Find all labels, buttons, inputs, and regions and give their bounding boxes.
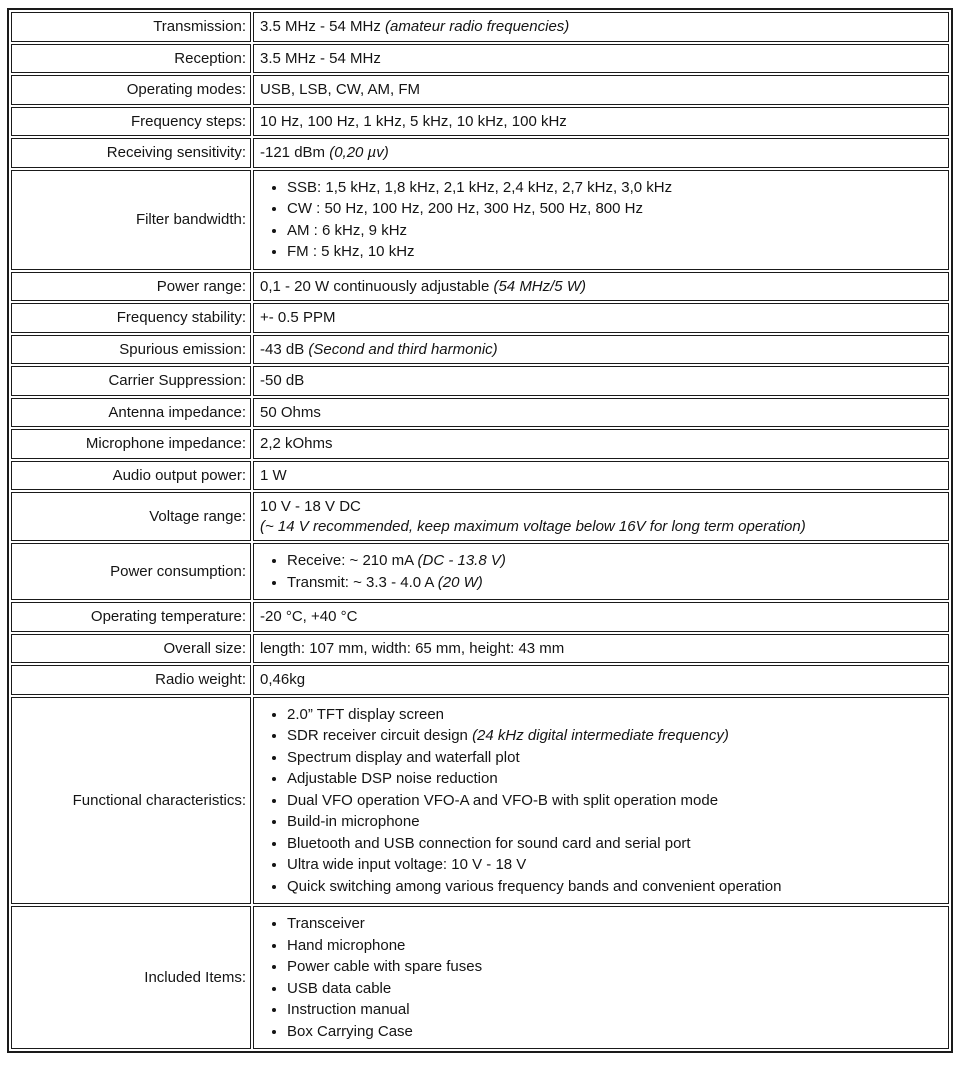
spec-row-value [253, 335, 949, 365]
spec-row-label: Included Items: [11, 906, 251, 1049]
bullet-item [287, 177, 940, 199]
spec-value-text: 2.0” TFT display screen [287, 705, 445, 723]
bullet-item [287, 978, 940, 1000]
spec-value-text: 0,1 - 20 W continuously adjustable [260, 277, 494, 295]
spec-value-text: Build-in microphone [287, 813, 420, 830]
bullet-item [287, 198, 940, 220]
spec-row-value [253, 272, 949, 302]
spec-value-text: Transceiver [287, 915, 365, 932]
spec-row-label: Functional characteristics: [11, 697, 251, 905]
spec-row-value [253, 461, 949, 491]
bullet-item [287, 811, 940, 833]
bullet-list [260, 704, 940, 898]
bullet-item [287, 572, 940, 594]
spec-value-text: Spectrum display and waterfall plot [287, 748, 520, 766]
bullet-item [287, 999, 940, 1021]
spec-value-text: Bluetooth and USB connection for sound card and serial port [287, 834, 691, 852]
spec-value-text: -43 dB [260, 340, 309, 358]
spec-row-label: Overall size: [11, 634, 251, 664]
spec-row-value [253, 398, 949, 428]
spec-value-text: SDR receiver circuit design [287, 727, 473, 744]
spec-row-value [253, 429, 949, 459]
spec-row-label: Operating temperature: [11, 602, 251, 632]
spec-row-label: Voltage range: [11, 492, 251, 541]
spec-value-text: +- 0.5 PPM [260, 309, 336, 326]
spec-value-text-italic: (DC - 13.8 V) [417, 552, 506, 569]
spec-value-text: FM : 5 kHz, 10 kHz [287, 243, 415, 260]
spec-row [11, 665, 949, 695]
bullet-item [287, 704, 940, 726]
spec-row [11, 398, 949, 428]
bullet-item [287, 241, 940, 263]
spec-row-value [253, 543, 949, 600]
spec-row-label: Filter bandwidth: [11, 170, 251, 270]
spec-value-text-italic: (~ 14 V recommended, keep maximum voltage below 16V for long term operation) [260, 517, 806, 535]
spec-row-value [253, 138, 949, 168]
spec-row-value [253, 75, 949, 105]
spec-row-label: Transmission: [11, 12, 251, 42]
spec-row-value [253, 634, 949, 664]
spec-row [11, 335, 949, 365]
spec-value-text: Dual VFO operation VFO-A and VFO-B with split operation mode [287, 791, 719, 809]
spec-row-value [253, 906, 949, 1049]
bullet-list [260, 913, 940, 1042]
spec-value-text: 2,2 kOhms [260, 435, 333, 452]
bullet-item [287, 854, 940, 876]
spec-row-value [253, 697, 949, 905]
spec-value-text: Power cable with spare fuses [287, 958, 483, 975]
bullet-item [287, 790, 940, 812]
spec-row-value [253, 492, 949, 541]
spec-value-text: Receive: ~ 210 mA [287, 552, 418, 569]
spec-row [11, 12, 949, 42]
spec-value-text: 10 Hz, 100 Hz, 1 kHz, 5 kHz, 10 kHz, 100 kHz [260, 112, 567, 130]
bullet-item [287, 1021, 940, 1043]
spec-row-label: Carrier Suppression: [11, 366, 251, 396]
spec-value-text: Instruction manual [287, 1001, 410, 1018]
spec-table-body [11, 12, 949, 1049]
spec-row-value [253, 170, 949, 270]
value-line [260, 497, 940, 517]
spec-row-value [253, 665, 949, 695]
spec-value-text: 1 W [260, 466, 287, 484]
spec-value-text: 10 V - 18 V DC [260, 498, 361, 515]
spec-row-value [253, 602, 949, 632]
bullet-item [287, 956, 940, 978]
spec-row-value [253, 44, 949, 74]
spec-value-text: Ultra wide input voltage: 10 V - 18 V [287, 856, 527, 873]
spec-row-label: Antenna impedance: [11, 398, 251, 428]
spec-row [11, 303, 949, 333]
spec-row [11, 138, 949, 168]
bullet-list [260, 177, 940, 263]
bullet-item [287, 747, 940, 769]
spec-value-text: -50 dB [260, 372, 305, 389]
bullet-item [287, 220, 940, 242]
spec-value-text: USB, LSB, CW, AM, FM [260, 81, 421, 98]
spec-row-value [253, 12, 949, 42]
spec-value-text: length: 107 mm, width: 65 mm, height: 43 mm [260, 639, 565, 657]
spec-value-text-italic: (20 W) [437, 573, 483, 591]
spec-value-text: Hand microphone [287, 936, 406, 954]
spec-row-label: Receiving sensitivity: [11, 138, 251, 168]
spec-row-label: Spurious emission: [11, 335, 251, 365]
spec-row [11, 602, 949, 632]
spec-value-text: 50 Ohms [260, 403, 321, 421]
spec-row [11, 44, 949, 74]
spec-row [11, 461, 949, 491]
spec-value-text-italic: (amateur radio frequencies) [385, 18, 570, 35]
spec-value-text: -121 dBm [260, 144, 330, 161]
spec-row [11, 697, 949, 905]
spec-row [11, 366, 949, 396]
spec-row-label: Audio output power: [11, 461, 251, 491]
spec-value-text: 0,46kg [260, 671, 306, 688]
spec-row-label: Frequency stability: [11, 303, 251, 333]
spec-row [11, 492, 949, 541]
spec-row-label: Power range: [11, 272, 251, 302]
spec-value-text: 3.5 MHz - 54 MHz [260, 18, 386, 35]
bullet-item [287, 725, 940, 747]
spec-row [11, 170, 949, 270]
spec-row [11, 107, 949, 137]
spec-row-label: Microphone impedance: [11, 429, 251, 459]
spec-row [11, 543, 949, 600]
bullet-item [287, 833, 940, 855]
spec-value-text: 3.5 MHz - 54 MHz [260, 49, 381, 67]
spec-row-value [253, 107, 949, 137]
bullet-item [287, 550, 940, 572]
spec-value-text: SSB: 1,5 kHz, 1,8 kHz, 2,1 kHz, 2,4 kHz, 2,7 kHz, 3,0 kHz [287, 178, 673, 196]
spec-row-label: Frequency steps: [11, 107, 251, 137]
spec-value-text: AM : 6 kHz, 9 kHz [287, 221, 408, 239]
spec-row [11, 272, 949, 302]
spec-table [7, 8, 953, 1053]
spec-row-label: Radio weight: [11, 665, 251, 695]
spec-value-text-italic: (0,20 µv) [329, 144, 389, 161]
spec-value-text: Adjustable DSP noise reduction [287, 770, 498, 787]
value-line [260, 517, 940, 537]
spec-value-text: CW : 50 Hz, 100 Hz, 200 Hz, 300 Hz, 500 Hz, 800 Hz [287, 200, 643, 217]
spec-row [11, 906, 949, 1049]
spec-row [11, 634, 949, 664]
spec-row-value [253, 303, 949, 333]
spec-row-label: Power consumption: [11, 543, 251, 600]
spec-row [11, 429, 949, 459]
spec-value-text-italic: (Second and third harmonic) [308, 340, 498, 358]
bullet-list [260, 550, 940, 593]
spec-value-text-italic: (54 MHz/5 W) [493, 277, 586, 295]
bullet-item [287, 876, 940, 898]
bullet-item [287, 768, 940, 790]
spec-value-text-italic: (24 kHz digital intermediate frequency) [472, 727, 729, 744]
spec-value-text: Box Carrying Case [287, 1022, 413, 1040]
spec-value-text: -20 °C, +40 °C [260, 608, 358, 625]
spec-row-label: Operating modes: [11, 75, 251, 105]
bullet-item [287, 913, 940, 935]
spec-row-value [253, 366, 949, 396]
bullet-item [287, 935, 940, 957]
spec-value-text: USB data cable [287, 979, 392, 997]
spec-row-label: Reception: [11, 44, 251, 74]
spec-value-text: Quick switching among various frequency bands and convenient operation [287, 877, 782, 895]
spec-value-text: Transmit: ~ 3.3 - 4.0 A [287, 573, 438, 591]
spec-row [11, 75, 949, 105]
